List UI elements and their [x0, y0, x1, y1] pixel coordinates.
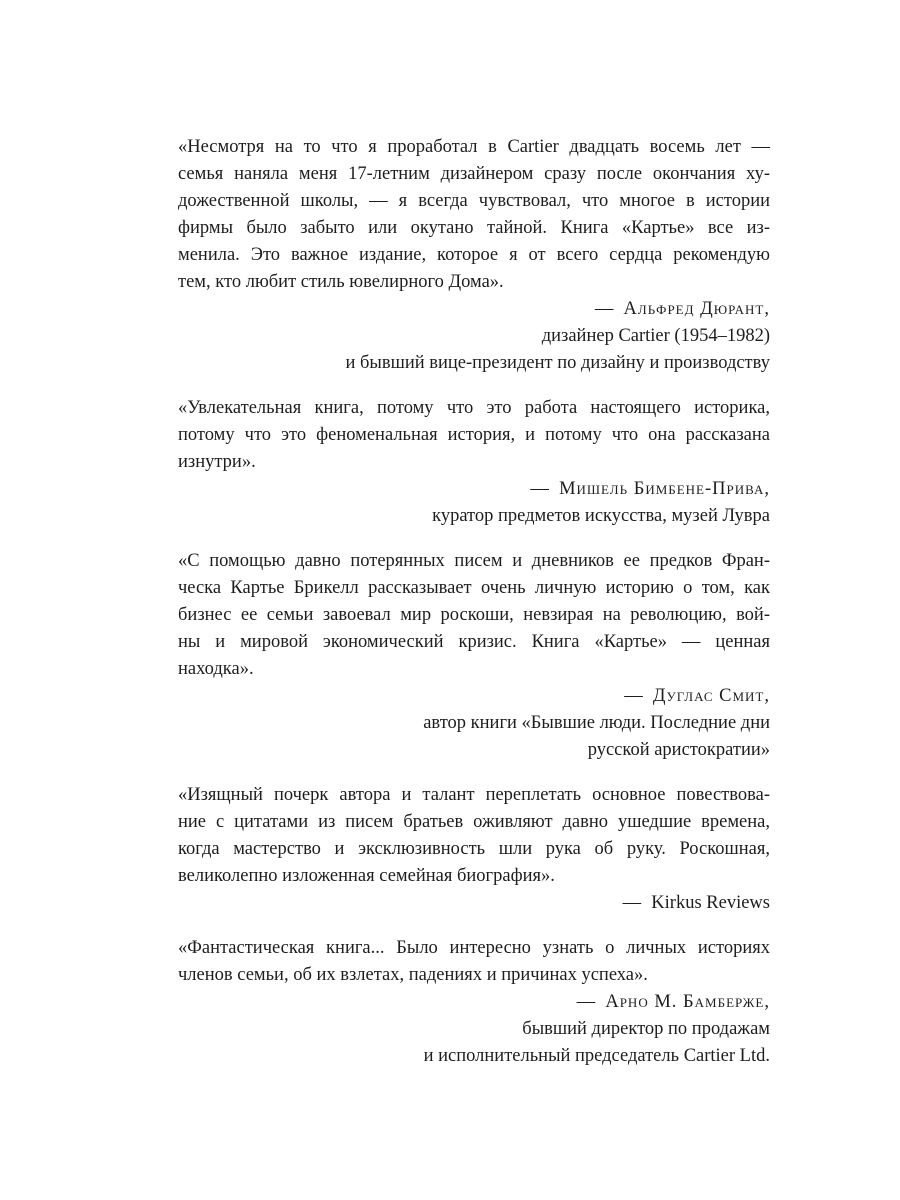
review-quote-3	[178, 548, 770, 764]
review-quote-5	[178, 935, 770, 1070]
review-quote-1	[178, 134, 770, 377]
quote-line: когда мастерство и эксклюзивность шли рука об руку. Роскошная,	[178, 839, 770, 859]
quote-line: фирмы было забыто или окутано тайной. Книга «Картье» все из-	[178, 218, 770, 238]
quote-line: потому что это феноменальная история, и потому что она рассказана	[178, 425, 770, 445]
attribution-dash: —	[530, 479, 549, 499]
attribution-dash: —	[576, 992, 596, 1012]
quote-line: тем, кто любит стиль ювелирного Дома».	[178, 272, 504, 292]
quote-line: ние с цитатами из писем братьев оживляют давно ушедшие времена,	[178, 812, 770, 832]
attribution-name-line	[178, 989, 770, 1016]
quote-line: бизнес ее семьи завоевал мир роскоши, невзирая на революцию, вой-	[178, 605, 770, 625]
review-quote-2	[178, 395, 770, 530]
attribution-detail: русской аристократии»	[587, 740, 770, 760]
quote-line: «Несмотря на то что я проработал в Cartier двадцать восемь лет —	[178, 137, 770, 157]
quote-line: ны и мировой экономический кризис. Книга «Картье» — ценная	[178, 632, 770, 652]
attribution-name-line	[178, 476, 770, 503]
attribution-detail: автор книги «Бывшие люди. Последние дни	[423, 713, 770, 733]
quote-line: «Фантастическая книга... Было интересно узнать о личных историях	[178, 938, 770, 958]
attribution-name: Альфред Дюрант,	[623, 299, 770, 319]
review-quote-4	[178, 782, 770, 917]
attribution-detail: куратор предметов искусства, музей Лувра	[432, 506, 770, 526]
attribution-name: Kirkus Reviews	[651, 893, 770, 913]
attribution-name: Дуглас Смит,	[652, 686, 770, 706]
quote-line: ческа Картье Брикелл рассказывает очень личную историю о том, как	[178, 578, 770, 598]
quote-line: великолепно изложенная семейная биография».	[178, 866, 555, 886]
attribution-dash: —	[624, 686, 643, 706]
attribution-name: Мишель Бимбене-Прива,	[559, 479, 770, 499]
attribution-detail: и исполнительный председатель Cartier Ltd.	[423, 1046, 770, 1066]
reviews-text-block	[178, 134, 770, 1088]
quote-line: членов семьи, об их взлетах, падениях и причинах успеха».	[178, 965, 648, 985]
quote-line: «Увлекательная книга, потому что это работа настоящего историка,	[178, 398, 770, 418]
quote-line: семья наняла меня 17-летним дизайнером сразу после окончания ху-	[178, 164, 770, 184]
quote-line: находка».	[178, 659, 254, 679]
attribution-name-line	[178, 890, 770, 917]
attribution-name-line	[178, 296, 770, 323]
attribution-detail: бывший директор по продажам	[522, 1019, 770, 1039]
quote-line: менила. Это важное издание, которое я от всего сердца рекомендую	[178, 245, 770, 265]
attribution-name: Арно М. Бамберже,	[605, 992, 770, 1012]
quote-line: «С помощью давно потерянных писем и дневников ее предков Фран-	[178, 551, 770, 571]
quote-line: изнутри».	[178, 452, 256, 472]
attribution-name-line	[178, 683, 770, 710]
quote-line: дожественной школы, — я всегда чувствовал, что многое в истории	[178, 191, 770, 211]
attribution-detail: и бывший вице-президент по дизайну и производству	[345, 353, 770, 373]
attribution-dash: —	[622, 893, 642, 913]
quote-line: «Изящный почерк автора и талант переплетать основное повествова-	[178, 785, 770, 805]
attribution-dash: —	[594, 299, 614, 319]
attribution-detail: дизайнер Cartier (1954–1982)	[541, 326, 770, 346]
